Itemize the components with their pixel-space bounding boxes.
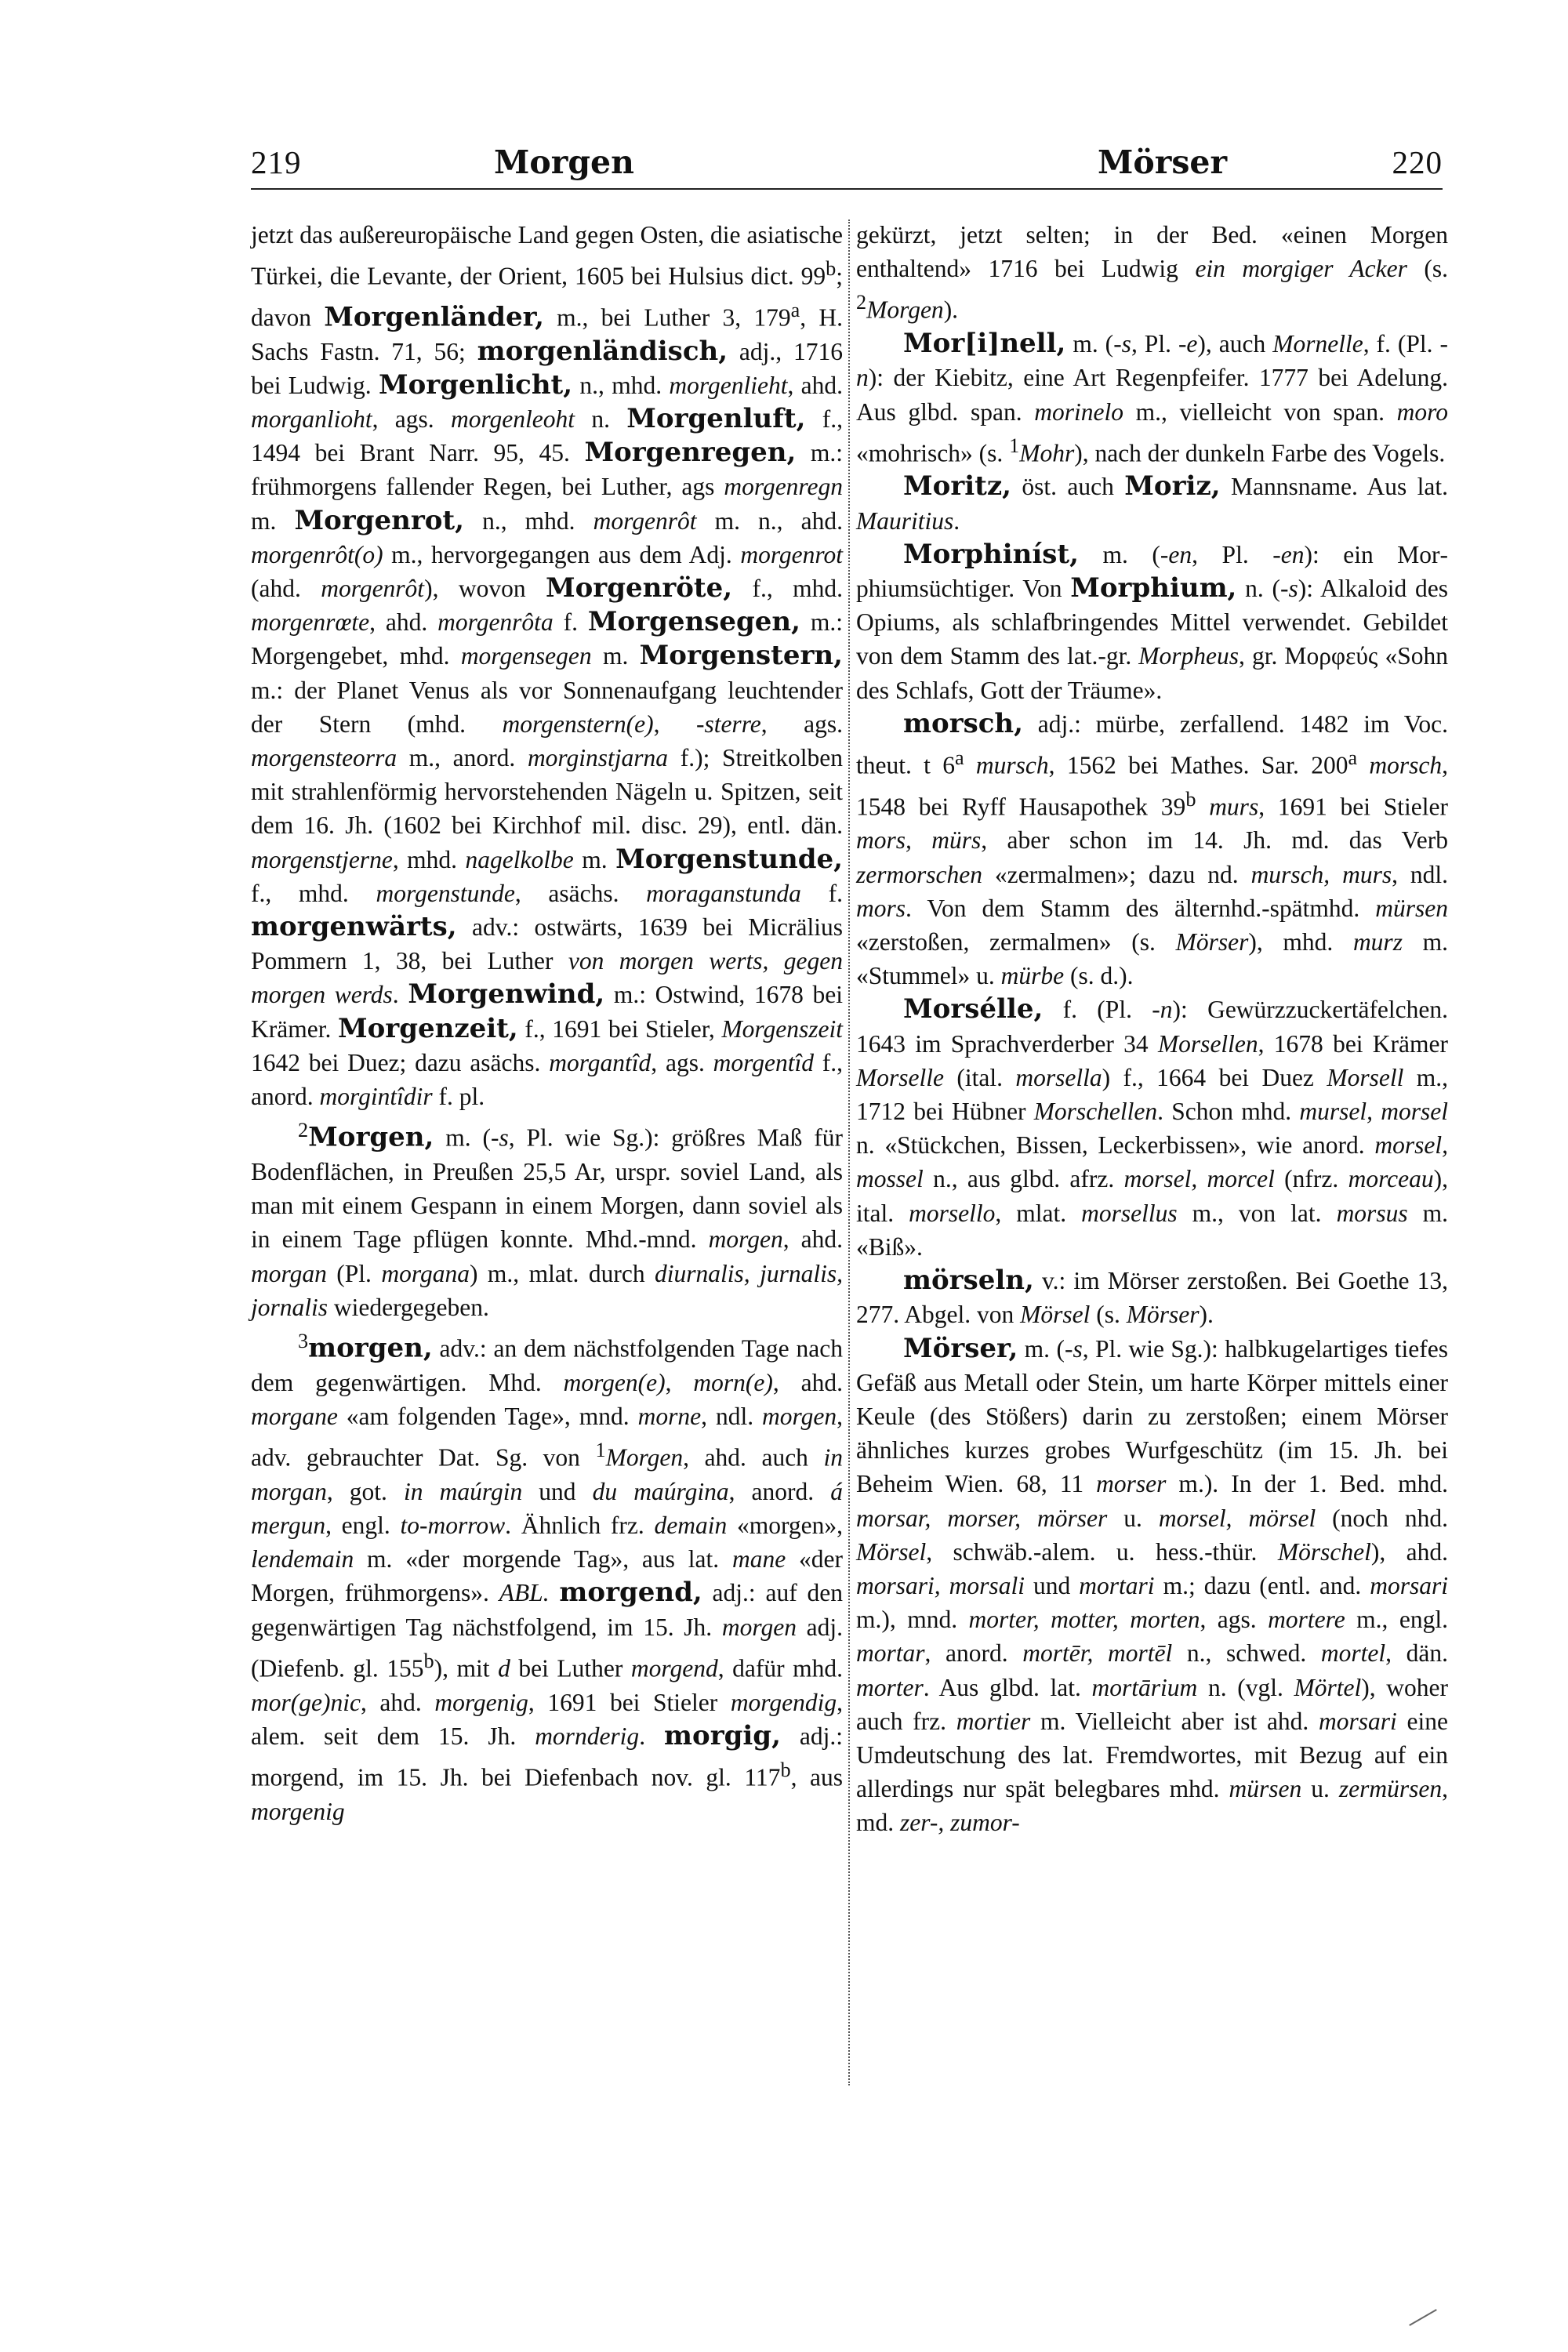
left-column bbox=[251, 218, 843, 1828]
page-header bbox=[251, 143, 1443, 190]
right-paragraph: Morsélle, f. (Pl. -n): Gewürzzuckertäfelchen. 1643 im Sprachverderber 34 Morsellen, 1678 bei Krämer Morselle (ital. morsella) f., 1664 bei Duez Morsell m., 1712 bei Hübner Morschellen. Schon mhd. mursel, morsel n. «Stückchen, Bissen, Leckerbissen», wie anord. morsel, mossel n., aus glbd. afrz. morsel, morcel (nfrz. morceau), ital. morsello, mlat. morsellus m., von lat. morsus m. «Biß». bbox=[856, 993, 1449, 1261]
right-column bbox=[856, 218, 1448, 1840]
right-paragraph: Moritz, öst. auch Moriz, Mannsname. Aus lat. Mauritius. bbox=[856, 470, 1448, 535]
right-paragraph: Morphiníst, m. (-en, Pl. -en): ein Morphiumsüchtiger. Von Morphium, n. (-s): Alkaloid des Opiums, als schlafbringendes Mittel verwendet. Gebildet von dem Stamm des lat.-gr. Morpheus, gr. Μορφεύς «Sohn des Schlafs, Gott der Träume». bbox=[856, 538, 1448, 704]
right-paragraph: morsch, adj.: mürbe, zerfallend. 1482 im Voc. theut. t 6$^a$ mursch, 1562 bei Mathes. Sar. 200$^a$ morsch, 1548 bei Ryff Hausapothek 39$^b$ murs, 1691 bei Stieler mors, mürs, aber schon im 14. Jh. md. das Verb zermorschen «zermalmen»; dazu nd. mursch, murs, ndl. mors. Von dem Stamm des älternhd.-spätmhd. mürsen «zerstoßen, zermalmen» (s. Mörser), mhd. murz m. «Stummel» u. mürbe (s. d.). bbox=[856, 707, 1449, 990]
right-paragraph: mörseln, v.: im Mörser zerstoßen. Bei Goethe 13, 277. Abgel. von Mörsel (s. Mörser). bbox=[856, 1265, 1448, 1329]
left-paragraph: jetzt das außereuropäische Land gegen Osten, die asiatische Türkei, die Levante, der Orient, 1605 bei Hulsius dict. 99$^b$; davon Morgenländer, m., bei Luther 3, 179$^a$, H. Sachs Fastn. 71, 56; morgenländisch, adj., 1716 bei Ludwig. Morgenlicht, n., mhd. morgenlieht, ahd. morganlioht, ags. morgenleoht n. Morgenluft, f., 1494 bei Brant Narr. 95, 45. Morgenregen, m.: frühmorgens fallender Regen, bei Luther, ags morgenregn m. Morgenrot, n., mhd. morgenrôt m. n., ahd. morgenrôt(o) m., hervorgegangen aus dem Adj. morgenrot (ahd. morgenrôt), wovon Morgenröte, f., mhd. morgenrœte, ahd. morgenrôta f. Morgensegen, m.: Morgengebet, mhd. morgensegen m. Morgenstern, m.: der Planet Venus als vor Sonnenaufgang leuchtender der Stern (mhd. morgenstern(e), -sterre, ags. morgensteorra m., anord. morginstjarna f.); Streitkolben mit strahlenförmig hervorstehenden Nägeln u. Spitzen, seit dem 16. Jh. (1602 bei Kirchhof mil. disc. 29), entl. dän. morgenstjerne, mhd. nagelkolbe m. Morgenstunde, f., mhd. morgenstunde, asächs. moraganstunda f. morgenwärts, adv.: ostwärts, 1639 bei Micrälius Pommern 1, 38, bei Luther von morgen werts, gegen morgen werds. Morgenwind, m.: Ostwind, 1678 bei Krämer. Morgenzeit, f., 1691 bei Stieler, Morgenszeit 1642 bei Duez; dazu asächs. morgantîd, ags. morgentîd f., anord. morgintîdir f. pl. bbox=[251, 221, 844, 1111]
running-head-left: Morgen bbox=[494, 143, 634, 181]
right-paragraph: Mörser, m. (-s, Pl. wie Sg.): halbkugelartiges tiefes Gefäß aus Metall oder Stein, um harte Körper mittels einer Keule (des Stößers) darin zu zerstoßen; einem Mörser ähnliches kurzes grobes Wurfgeschütz (im 15. Jh. bei Beheim Wien. 68, 11 morser m.). In der 1. Bed. mhd. morsar, morser, mörser u. morsel, mörsel (noch nhd. Mörsel, schwäb.-alem. u. hess.-thür. Mörschel), ahd. morsari, morsali und mortari m.; dazu (entl. and. morsari m.), mnd. morter, motter, morten, ags. mortere m., engl. mortar, anord. mortēr, mortēl n., schwed. mortel, dän. morter. Aus glbd. lat. mortārium n. (vgl. Mörtel), woher auch frz. mortier m. Vielleicht aber ist ahd. morsari eine Umdeutschung des lat. Fremdwortes, mit Bezug auf ein allerdings nur spät belegbares mhd. mürsen u. zermürsen, md. zer-, zumor- bbox=[856, 1332, 1449, 1837]
right-paragraph: gekürzt, jetzt selten; in der Bed. «einen Morgen enthaltend» 1716 bei Ludwig ein morgiger Acker (s. $^2$Morgen). bbox=[856, 221, 1448, 324]
left-paragraph: $^3$morgen, adv.: an dem nächstfolgenden Tage nach dem gegenwärtigen. Mhd. morgen(e), morn(e), ahd. morgane «am folgenden Tage», mnd. morne, ndl. morgen, adv. gebrauchter Dat. Sg. von $^1$Morgen, ahd. auch in morgan, got. in maúrgin und du maúrgina, anord. á mergun, engl. to-morrow. Ähnlich frz. demain «morgen», lendemain m. «der morgende Tag», aus lat. mane «der Morgen, frühmorgens». ABL. morgend, adj.: auf den gegenwärtigen Tag nächstfolgend, im 15. Jh. morgen adj. (Diefenb. gl. 155$^b$), mit d bei Luther morgend, dafür mhd. mor(ge)nic, ahd. morgenig, 1691 bei Stieler morgendig, alem. seit dem 15. Jh. mornderig. morgig, adj.: morgend, im 15. Jh. bei Diefenbach nov. gl. 117$^b$, aus morgenig bbox=[251, 1330, 844, 1825]
right-paragraph: Mor[i]nell, m. (-s, Pl. -e), auch Mornelle, f. (Pl. -n): der Kiebitz, eine Art Regenpfeifer. 1777 bei Adelung. Aus glbd. span. morinelo m., vielleicht von span. moro «mohrisch» (s. $^1$Mohr), nach der dunkeln Farbe des Vogels. bbox=[856, 328, 1449, 467]
pencil-mark bbox=[1409, 2309, 1437, 2326]
left-paragraph: $^2$Morgen, m. (-s, Pl. wie Sg.): größres Maß für Bodenflächen, in Preußen 25,5 Ar, urspr. soviel Land, als man mit einem Gespann in einem Morgen, dann soviel als in einem Tage pflügen konnte. Mhd.-mnd. morgen, ahd. morgan (Pl. morgana) m., mlat. durch diurnalis, jurnalis, jornalis wiedergegeben. bbox=[251, 1119, 844, 1321]
page-number-left: 219 bbox=[251, 144, 302, 180]
running-head-right: Mörser bbox=[1098, 143, 1228, 181]
header-rule bbox=[251, 188, 1443, 190]
page-number-right: 220 bbox=[1392, 144, 1443, 180]
column-divider bbox=[848, 220, 850, 2085]
